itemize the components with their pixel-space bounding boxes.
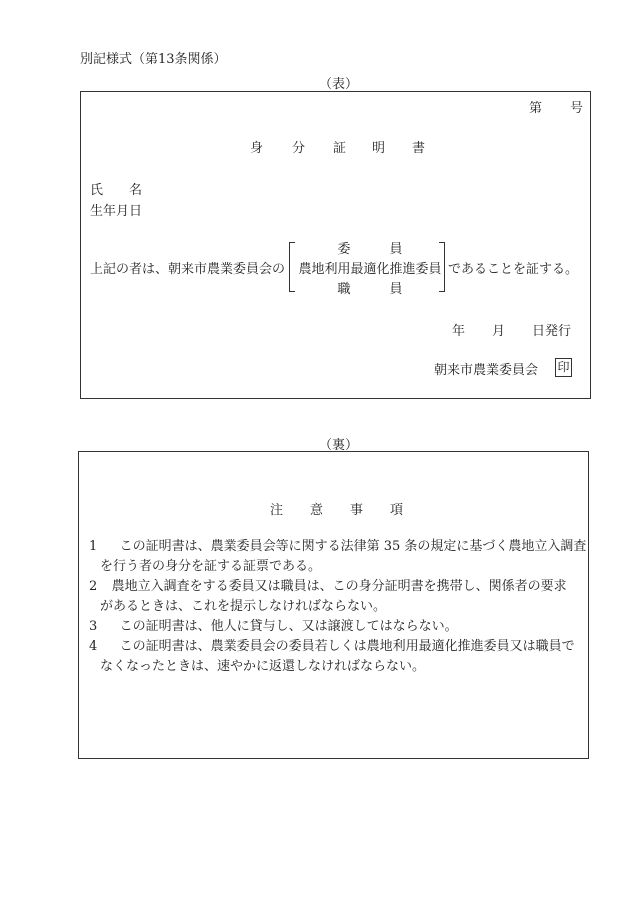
role-option-1: 委 員 [337, 242, 403, 257]
title-char-2: 分 [292, 141, 306, 156]
certify-suffix: であることを証する。 [448, 262, 579, 277]
back-card [78, 451, 589, 759]
note-text-continued: を行う者の身分を証する証票である。 [100, 559, 322, 574]
date-issued: 日発行 [532, 324, 572, 339]
title-char-3: 証 [333, 141, 347, 156]
notes-title-char-4: 項 [390, 503, 404, 518]
note-text: この証明書は、他人に貸与し、又は譲渡してはならない。 [119, 619, 458, 634]
notes-list [89, 537, 586, 677]
note-text: この証明書は、農業委員会等に関する法律第 35 条の規定に基づく農地立入調査 [119, 539, 587, 554]
note-number: 3 [89, 619, 98, 634]
number-go: 号 [570, 101, 584, 116]
number-dai: 第 [529, 101, 543, 116]
front-side-label: （表） [319, 77, 359, 92]
note-number: 4 [89, 639, 98, 654]
title-char-4: 明 [372, 141, 386, 156]
notes-title-char-3: 事 [350, 503, 364, 518]
seal-stamp: 印 [555, 358, 572, 377]
role-option-3: 職 員 [337, 282, 403, 297]
role-bracket-right [439, 242, 445, 292]
date-month: 月 [492, 324, 506, 339]
title-char-1: 身 [250, 141, 264, 156]
issuer-name: 朝来市農業委員会 [434, 363, 539, 378]
name-label-2: 名 [129, 183, 143, 198]
name-label-1: 氏 [90, 183, 104, 198]
front-card [80, 91, 591, 399]
certify-prefix: 上記の者は、朝来市農業委員会の [90, 262, 286, 277]
date-year: 年 [452, 324, 466, 339]
form-label: 別記様式（第13条関係） [80, 52, 227, 67]
note-item-2 [89, 577, 586, 617]
role-option-2: 農地利用最適化推進委員 [298, 262, 442, 277]
note-item-4 [89, 637, 586, 677]
birth-label: 生年月日 [90, 204, 143, 219]
title-char-5: 書 [412, 141, 426, 156]
note-item-3 [89, 617, 586, 637]
back-side-label: （裏） [319, 438, 359, 453]
note-text: この証明書は、農業委員会の委員若しくは農地利用最適化推進委員又は職員で [119, 639, 575, 654]
note-number: 1 [89, 539, 98, 554]
note-number: 2 [89, 579, 98, 594]
note-text: 農地立入調査をする委員又は職員は、この身分証明書を携帯し、関係者の要求 [111, 579, 567, 594]
note-item-1 [89, 537, 586, 577]
note-text-continued: なくなったときは、速やかに返還しなければならない。 [100, 659, 426, 674]
note-text-continued: があるときは、これを提示しなければならない。 [100, 599, 387, 614]
notes-title-char-1: 注 [270, 503, 284, 518]
notes-title-char-2: 意 [310, 503, 324, 518]
